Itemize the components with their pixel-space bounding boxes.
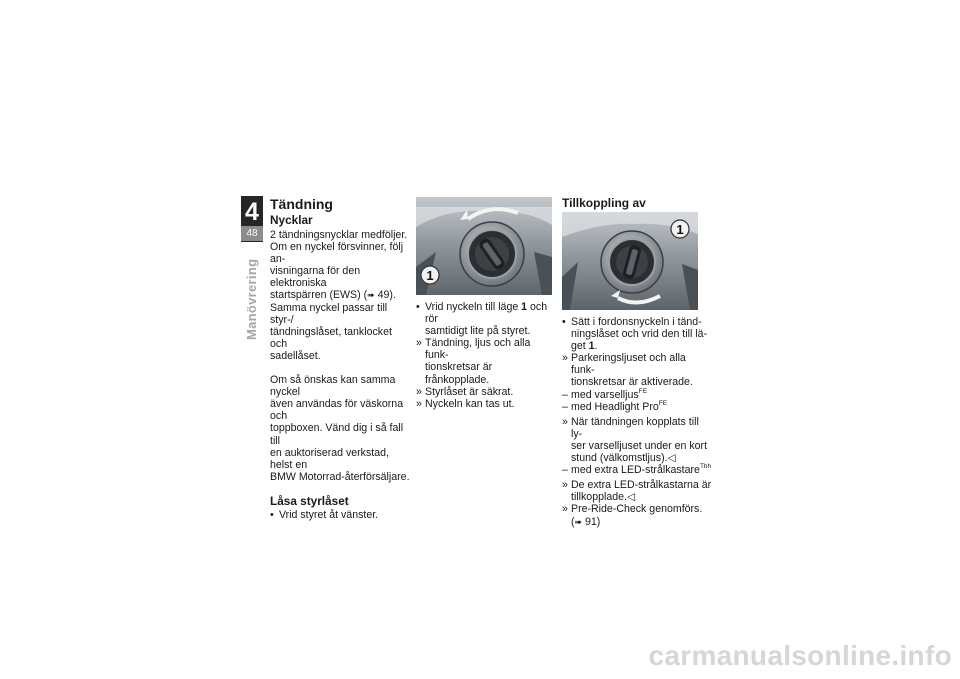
watermark-text: carmanualsonline.info [648, 640, 952, 671]
equipment-code: Tbh [699, 463, 712, 471]
list-item [562, 503, 712, 527]
ignition-on-illustration [562, 212, 698, 310]
list-item-text: stund (välkomstljus).◁ [571, 452, 676, 465]
result-marker: » [562, 352, 568, 365]
heading-keys: Nycklar [270, 213, 313, 227]
chapter-number: 4 [245, 198, 259, 226]
list-item-text: Tändning, ljus och alla funk- [425, 337, 531, 362]
page-reference-link[interactable]: 49). [374, 289, 396, 302]
list-item-text: med extra LED-strålkastare [571, 464, 700, 477]
callout-label: 1 [426, 268, 434, 283]
list-item [562, 352, 712, 388]
text-line: även användas för väskorna och [270, 398, 404, 423]
list-item [562, 479, 712, 503]
column-3-text [562, 316, 712, 528]
callout-label: 1 [676, 222, 684, 237]
list-item-text: med Headlight Pro [571, 400, 659, 413]
bullet-marker: • [562, 316, 566, 328]
text-line: 2 tändningsnycklar medföljer. [270, 229, 408, 241]
text-line: toppboxen. Vänd dig i så fall till [270, 422, 404, 447]
list-item-text: Vrid styret åt vänster. [279, 508, 379, 521]
arrow-right-icon[interactable]: ➠ [574, 516, 583, 527]
ignition-on-steps [562, 316, 712, 528]
result-marker: » [562, 479, 568, 492]
heading-lock-steering: Låsa styrlåset [270, 493, 349, 508]
result-marker: » [562, 503, 568, 516]
result-marker: » [416, 337, 422, 350]
figure-ignition-on [562, 212, 698, 310]
equipment-code: FE [638, 387, 648, 395]
list-item-text: Parkeringsljuset och alla funk- [571, 352, 686, 377]
list-item [562, 401, 712, 413]
list-item-text: tionskretsar är frånkopplade. [425, 361, 493, 386]
list-item-text: Pre-Ride-Check genomförs. [571, 503, 703, 516]
option-marker: – [562, 400, 568, 413]
list-item [416, 337, 556, 385]
option-marker: – [562, 388, 568, 401]
list-item-text: ( [571, 515, 575, 528]
result-marker: » [562, 415, 568, 428]
list-item-text: . [594, 340, 598, 353]
list-item-text: Styrlåset är säkrat. [425, 385, 514, 398]
list-item-text: När tändningen kopplats till ly- [571, 415, 699, 440]
bullet-marker: • [270, 508, 274, 521]
list-item [562, 316, 712, 352]
position-number: 1 [521, 301, 528, 313]
option-marker: – [562, 464, 568, 477]
list-item [416, 386, 556, 398]
position-number: 1 [588, 340, 595, 353]
result-marker: » [416, 397, 422, 410]
list-item-text: samtidigt lite på styret. [425, 325, 531, 338]
list-item-text: med varselljus [571, 388, 639, 401]
figure-steering-lock [416, 197, 552, 295]
list-item [270, 509, 410, 521]
list-item-text: De extra LED-strålkastarna är [571, 479, 712, 492]
equipment-code: FE [658, 399, 668, 407]
page-number-box [241, 226, 263, 241]
text-line: Om en nyckel försvinner, följ an- [270, 241, 404, 266]
text-line: startspärren (EWS) ( [270, 289, 368, 302]
page-reference-link[interactable]: 91) [582, 515, 601, 528]
list-item-text: ser varselljuset under en kort [571, 439, 708, 452]
list-item-text: Vrid nyckeln till läge [425, 301, 522, 313]
text-line: sadellåset. [270, 349, 321, 362]
list-item-text: och rör [425, 301, 548, 326]
chapter-side-label: Manövrering [244, 258, 259, 340]
list-item [562, 416, 712, 464]
ignition-lock-illustration [416, 197, 552, 295]
section-title-ignition-on: Tillkoppling av [562, 196, 646, 210]
text-line: Om så önskas kan samma nyckel [270, 374, 396, 399]
text-line: en auktoriserad verkstad, helst en [270, 446, 389, 471]
keys-paragraph-2 [270, 374, 410, 483]
list-item [562, 464, 712, 476]
text-line: tändningslåset, tanklocket och [270, 325, 392, 350]
arrow-right-icon[interactable]: ➠ [367, 290, 375, 301]
column-1 [270, 196, 410, 521]
section-title-ignition: Tändning [270, 196, 333, 212]
list-item [416, 398, 556, 410]
lock-steps [270, 509, 410, 521]
result-marker: » [416, 385, 422, 398]
list-item-text: Nyckeln kan tas ut. [425, 397, 515, 410]
list-item-text: tionskretsar är aktiverade. [571, 376, 693, 389]
keys-paragraph-1 [270, 229, 410, 362]
text-line: BMW Motorrad-återförsäljare. [270, 470, 410, 483]
steering-lock-steps [416, 301, 556, 410]
list-item-text: ningslåset och vrid den till lä- [571, 328, 708, 341]
list-item-text: Sätt i fordonsnyckeln i tänd- [571, 316, 702, 328]
chapter-tab [241, 196, 263, 242]
list-item [416, 301, 556, 337]
text-line: Samma nyckel passar till styr-/ [270, 301, 388, 326]
column-2 [416, 301, 556, 410]
list-item-text: tillkopplade.◁ [571, 491, 636, 504]
list-item-text: get [571, 340, 589, 353]
text-line: visningarna för den elektroniska [270, 265, 361, 290]
list-item [562, 389, 712, 401]
page-number: 48 [246, 228, 258, 239]
bullet-marker: • [416, 301, 420, 313]
